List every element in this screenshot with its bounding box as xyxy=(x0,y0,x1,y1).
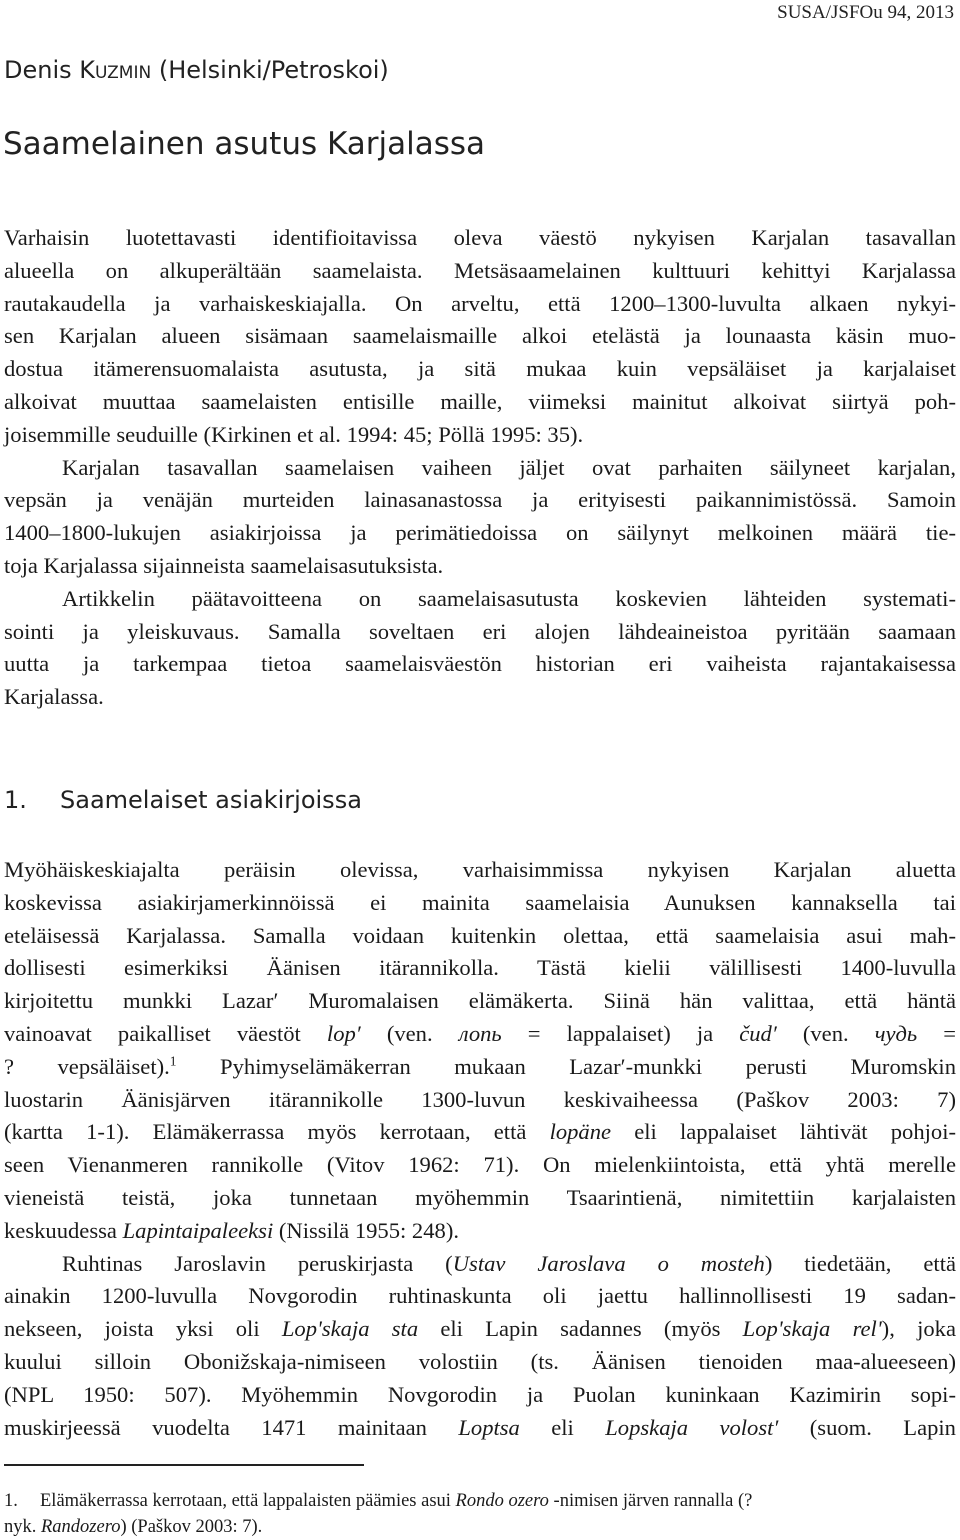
text-line: dostua itämerensuomalaista asutusta, ja sitä mukaa kuin vepsäläiset ja karjalaiset xyxy=(4,356,956,382)
text-line: eteläisessä Karjalassa. Samalla voidaan kuitenkin olettaa, että saamelaisia asui mah- xyxy=(4,922,956,948)
italic-term: lop′ xyxy=(326,1020,361,1046)
italic-term: Lopskaja volost′ xyxy=(605,1414,779,1440)
text-line: uutta ja tarkempaa tietoa saamelaisväestön historian eri vaiheista rajantakaisessa xyxy=(4,651,956,677)
text-line: kuului silloin Obonižskaja-nimiseen volostiin (ts. Äänisen tienoiden maa-alueeseen) xyxy=(4,1348,956,1374)
text-line: Karjalan tasavallan saamelaisen vaiheen jäljet ovat parhaiten säilyneet karjalan, xyxy=(62,454,956,480)
text-run: (kartta 1-1). Elämäkerrassa myös kerrotaan, että xyxy=(4,1119,550,1145)
text-line: seen Vienanmeren rannikolle (Vitov 1962: 71). On mielenkiintoista, että yhtä merelle xyxy=(4,1152,956,1178)
text-line: Karjalassa. xyxy=(4,684,104,710)
author-first-name: Denis xyxy=(4,56,80,84)
text-line: ainakin 1200-luvulla Novgorodin ruhtinaskunta oli jaettu hallinnollisesti 19 sadan- xyxy=(4,1283,956,1309)
text-run: eli lappalaiset lähtivät pohjoi- xyxy=(611,1119,956,1145)
text-run: = lappalaiset) ja xyxy=(501,1020,740,1046)
text-line: toja Karjalassa sijainneista saamelaisasutuksista. xyxy=(4,552,444,578)
text-run: Elämäkerrassa kerrotaan, että lappalaisten päämies asui xyxy=(40,1491,456,1511)
author-line xyxy=(4,56,389,84)
italic-term: Rondo ozero xyxy=(455,1491,549,1511)
text-line xyxy=(4,1412,956,1445)
text-run: ) tiedetään, että xyxy=(764,1250,957,1276)
text-run: ), joka xyxy=(881,1316,956,1342)
text-line: Myöhäiskeskiajalta peräisin olevissa, varhaisimmissa nykyisen Karjalan aluetta xyxy=(4,857,956,882)
text-run: vainoavat paikalliset väestöt xyxy=(4,1020,327,1046)
intro-text xyxy=(4,222,956,714)
footnote-divider xyxy=(4,1464,364,1466)
section-body xyxy=(4,854,956,1444)
italic-term: Lop'skaja sta xyxy=(281,1316,419,1342)
text-line: sen Karjalan alueen sisämaan saamelaismaille alkoi etelästä ja lounaasta käsin muo- xyxy=(4,323,956,349)
section-heading xyxy=(4,786,362,814)
italic-term: Lop'skaja rel' xyxy=(742,1316,882,1342)
text-line: rautakaudella ja varhaiskeskiajalla. On arveltu, että 1200–1300-luvulta alkaen nykyi- xyxy=(4,290,956,316)
text-run: Ruhtinas Jaroslavin peruskirjasta ( xyxy=(62,1250,453,1276)
italic-term: Lapintaipaleeksi xyxy=(122,1217,274,1243)
text-line: Varhaisin luotettavasti identifioitavissa oleva väestö nykyisen Karjalan tasavallan xyxy=(4,225,956,250)
text-line: 1400–1800-lukujen asiakirjoissa ja perimätiedoissa on säilynyt melkoinen määrä tie- xyxy=(4,520,956,546)
footnote xyxy=(4,1488,956,1540)
italic-term: Loptsa xyxy=(458,1414,520,1440)
text-line: koskevissa asiakirjamerkinnöissä ei mainita saamelaisia Aunuksen kannaksella tai xyxy=(4,889,956,915)
text-line xyxy=(4,1116,956,1149)
italic-term: чудь xyxy=(874,1020,918,1046)
text-run: Pyhimyselämäkerran mukaan Lazar′-munkki perusti Muromskin xyxy=(176,1053,956,1079)
author-affiliation: (Helsinki/Petroskoi) xyxy=(151,56,389,84)
text-run: (Nissilä 1955: 248). xyxy=(273,1217,459,1243)
text-run: nyk. xyxy=(4,1517,41,1537)
italic-term: lopäne xyxy=(549,1119,612,1145)
text-line: (NPL 1950: 507). Myöhemmin Novgorodin ja Puolan kuninkaan Kazimirin sopi- xyxy=(4,1381,956,1407)
text-line: joisemmille seuduille (Kirkinen et al. 1994: 45; Pöllä 1995: 35). xyxy=(4,421,584,447)
text-line xyxy=(4,1248,956,1281)
text-run: (suom. Lapin xyxy=(778,1414,956,1440)
footnote-reference[interactable]: 1 xyxy=(169,1053,177,1069)
text-run: nekseen, joista yksi oli xyxy=(4,1316,282,1342)
italic-term: лопь xyxy=(458,1020,502,1046)
footnote-line xyxy=(4,1514,956,1540)
section-title: Saamelaiset asiakirjoissa xyxy=(60,786,362,814)
journal-reference: SUSA/JSFOu 94, 2013 xyxy=(777,2,954,23)
footnote-line xyxy=(4,1488,956,1514)
italic-term: Ustav Jaroslava o mosteh xyxy=(452,1250,765,1276)
text-run: -nimisen järven rannalla (? xyxy=(548,1491,753,1511)
text-run: ? vepsäläiset). xyxy=(4,1053,170,1079)
text-line: dollisesti esimerkiksi Äänisen itärannikolla. Tästä kielii välillisesti 1400-luvulla xyxy=(4,955,956,981)
text-line: luostarin Äänisjärven itärannikolle 1300-luvun keskivaiheessa (Paškov 2003: 7) xyxy=(4,1086,956,1112)
text-run: muskirjeessä vuodelta 1471 mainitaan xyxy=(4,1414,459,1440)
text-line: sointi ja yleiskuvaus. Samalla soveltaen eri alojen lähdeaineistoa pyritään saamaan xyxy=(4,618,956,644)
text-line: alueella on alkuperältään saamelaista. Metsäsaamelainen kulttuuri kehittyi Karjalassa xyxy=(4,257,956,283)
footnote-number: 1. xyxy=(4,1491,18,1511)
italic-term: Randozero xyxy=(41,1517,121,1537)
text-line xyxy=(4,1215,956,1248)
text-line xyxy=(4,1313,956,1346)
text-line xyxy=(4,1051,956,1084)
text-run: = xyxy=(917,1020,957,1046)
text-run: (ven. xyxy=(360,1020,459,1046)
text-run: ) (Paškov 2003: 7). xyxy=(120,1517,263,1537)
text-run: (ven. xyxy=(776,1020,875,1046)
text-run: keskuudessa xyxy=(4,1217,123,1243)
text-line: kirjoitettu munkki Lazar′ Muromalaisen elämäkerta. Siinä hän valittaa, että häntä xyxy=(4,988,956,1014)
text-line: alkoivat muuttaa saamelaisten entisille maille, viimeksi mainitut alkoivat siirtyä poh- xyxy=(4,388,956,414)
article-title: Saamelainen asutus Karjalassa xyxy=(3,126,486,162)
text-line: vepsän ja venäjän murteiden lainasanastossa ja erityisesti paikannimistössä. Samoin xyxy=(4,487,956,513)
text-line: vieneistä teistä, joka tunnetaan myöhemmin Tsaarintienä, nimitettiin karjalaisten xyxy=(4,1184,956,1210)
text-line: Artikkelin päätavoitteena on saamelaisasutusta koskevien lähteiden systemati- xyxy=(62,585,956,611)
italic-term: čud′ xyxy=(739,1020,777,1046)
section-number: 1. xyxy=(4,786,27,814)
text-run: eli xyxy=(519,1414,606,1440)
author-last-name: Kuzmin xyxy=(79,56,152,84)
text-run: eli Lapin sadannes (myös xyxy=(418,1316,743,1342)
text-line xyxy=(4,1018,956,1051)
